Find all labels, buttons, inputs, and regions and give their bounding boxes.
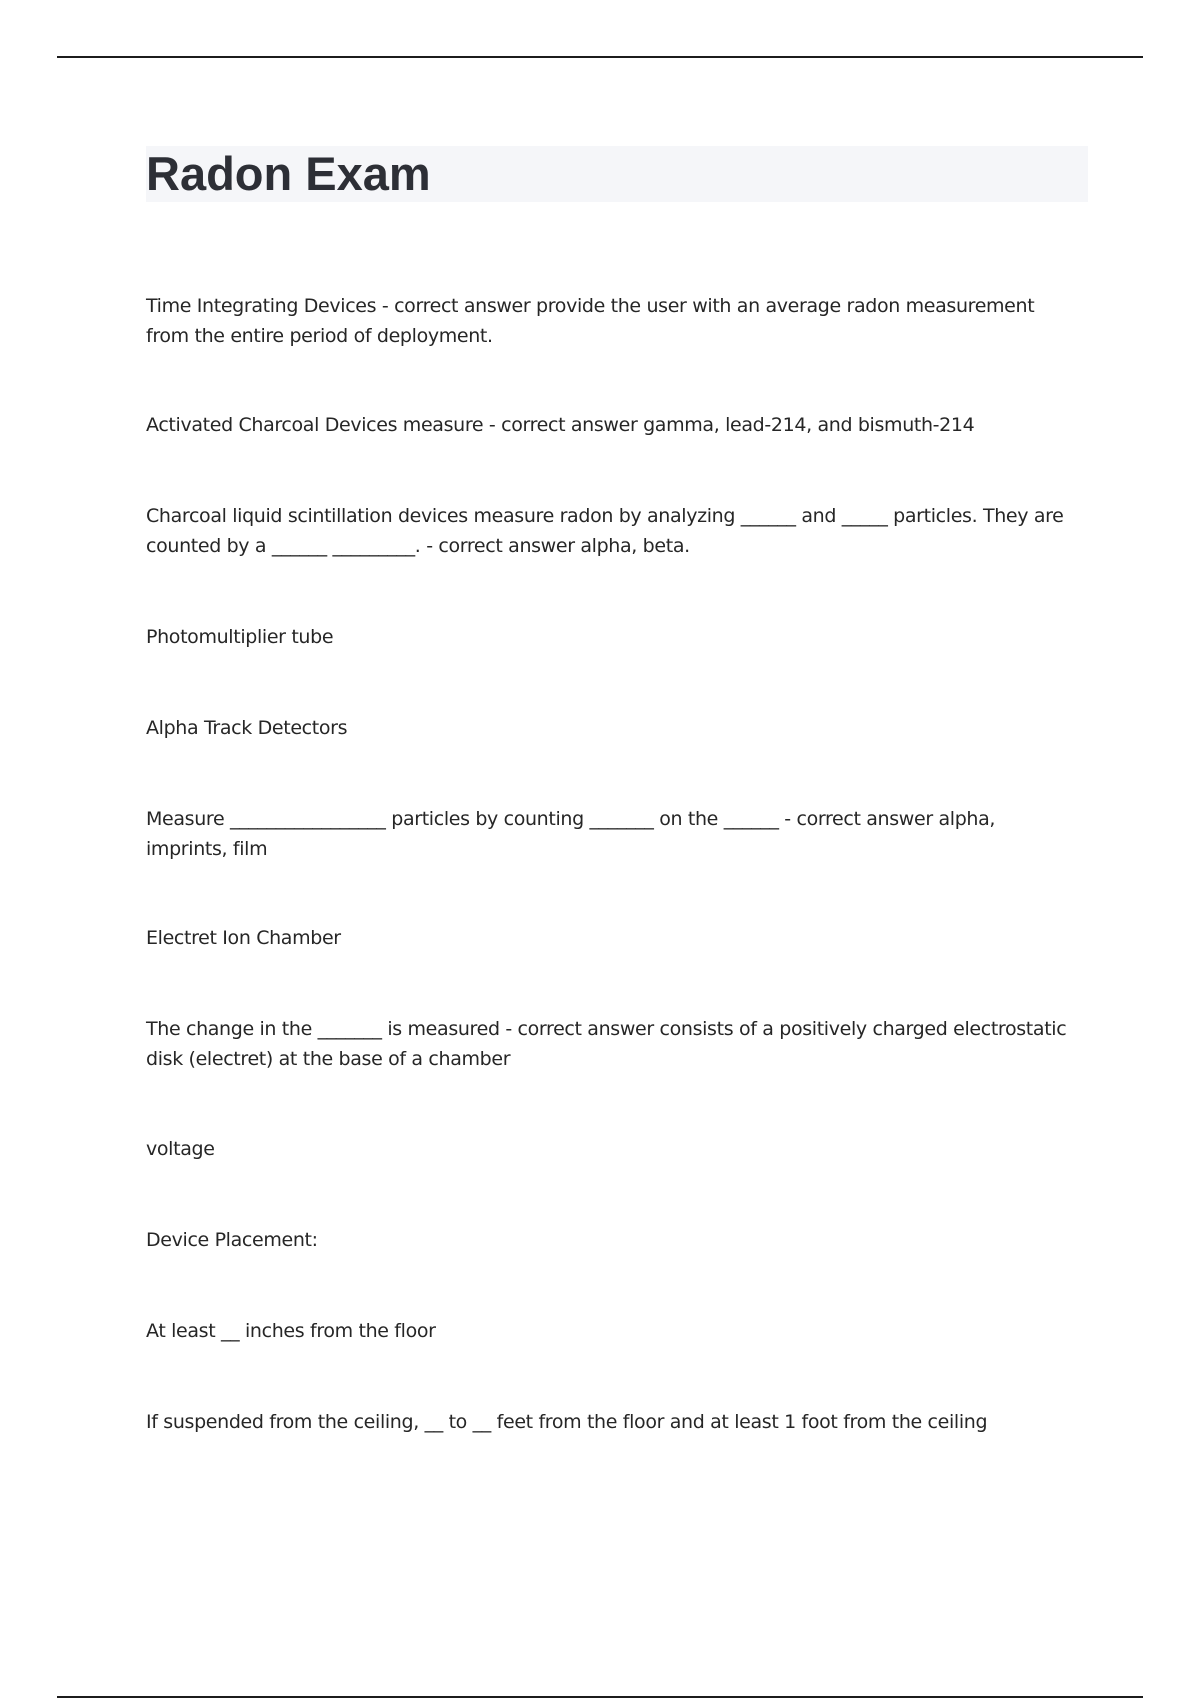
entry-time-integrating-devices: Time Integrating Devices - correct answer provide the user with an average radon measurement from the entire period of deployment. — [146, 295, 1035, 347]
top-divider — [57, 56, 1143, 58]
entry-suspended-from-ceiling: If suspended from the ceiling, __ to __ feet from the floor and at least 1 foot from the ceiling — [146, 1411, 988, 1433]
entry-inches-from-floor: At least __ inches from the floor — [146, 1320, 436, 1342]
entry-alpha-track-detectors: Alpha Track Detectors — [146, 717, 348, 739]
entry-photomultiplier-tube: Photomultiplier tube — [146, 626, 334, 648]
entry-charcoal-liquid-scintillation: Charcoal liquid scintillation devices measure radon by analyzing ______ and _____ particles. They are counted by a ______ _________. - correct answer alpha, beta. — [146, 505, 1064, 557]
entry-device-placement: Device Placement: — [146, 1229, 318, 1251]
page-title: Radon Exam — [146, 147, 431, 200]
bottom-divider — [57, 1696, 1143, 1698]
entry-activated-charcoal-devices: Activated Charcoal Devices measure - correct answer gamma, lead-214, and bismuth-214 — [146, 414, 975, 436]
entry-measure-particles: Measure _________________ particles by counting _______ on the ______ - correct answer alpha, imprints, film — [146, 808, 996, 860]
entry-change-measured: The change in the _______ is measured - correct answer consists of a positively charged electrostatic disk (electret) at the base of a chamber — [146, 1018, 1067, 1070]
entry-electret-ion-chamber: Electret Ion Chamber — [146, 927, 341, 949]
entry-voltage: voltage — [146, 1138, 215, 1160]
